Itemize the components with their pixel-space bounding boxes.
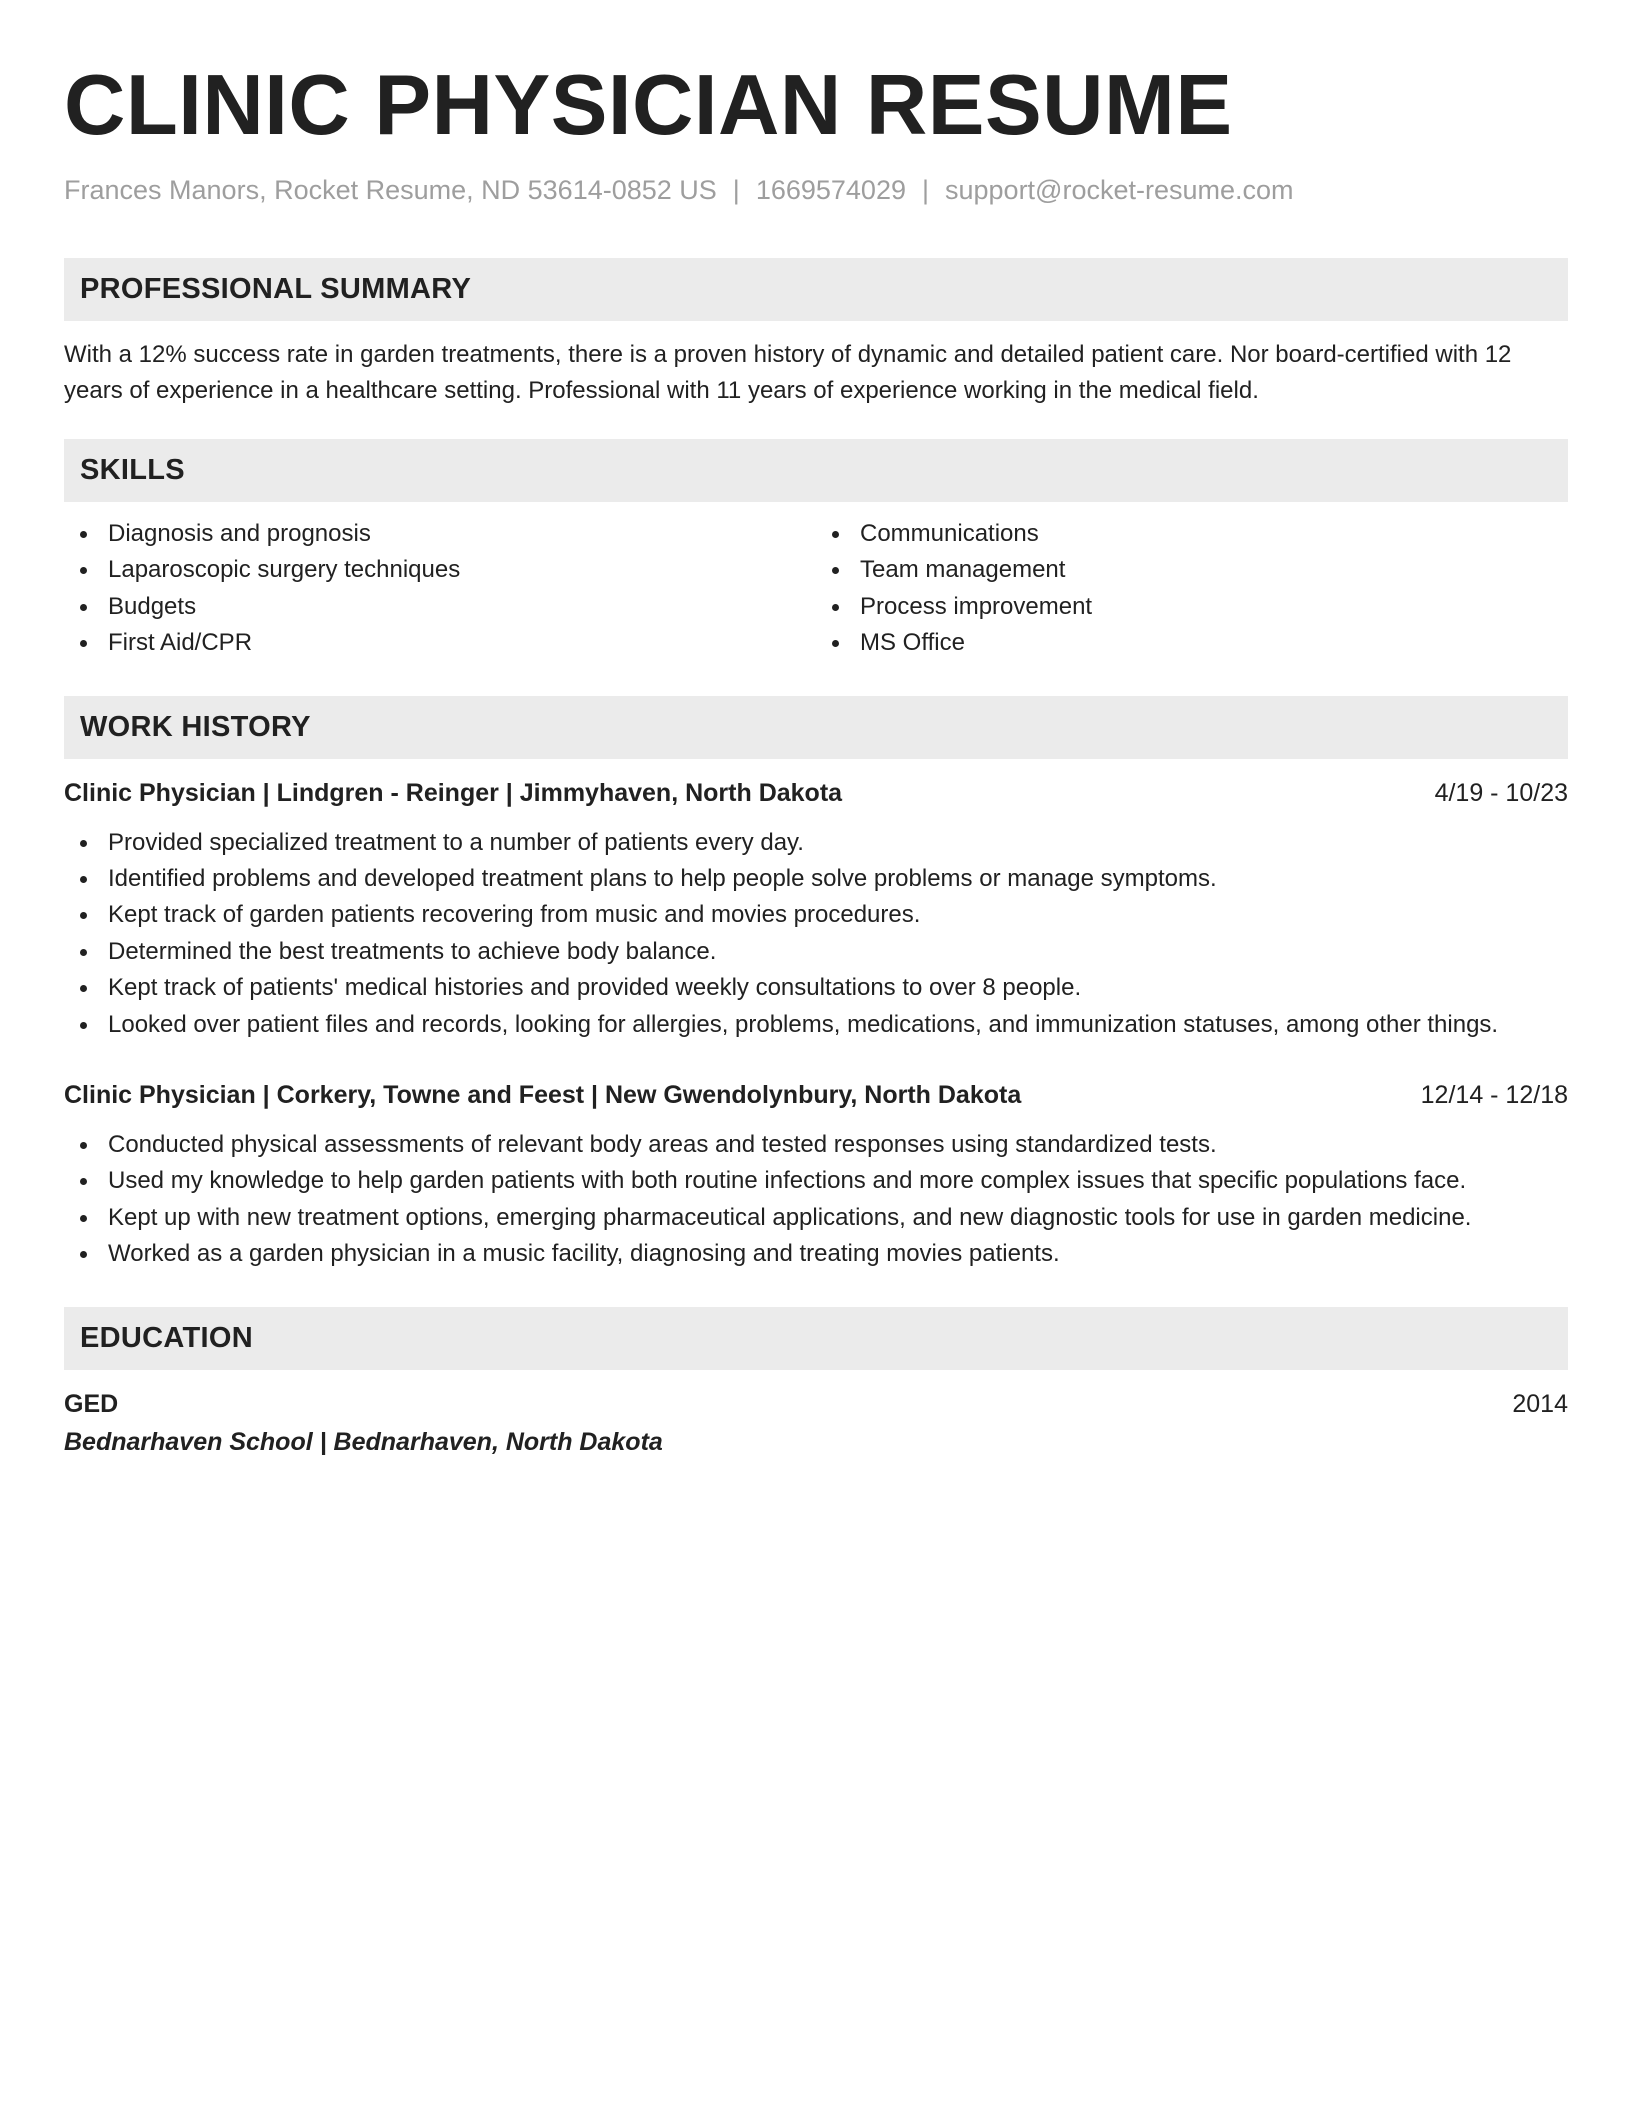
job-title: Clinic Physician | Corkery, Towne and Feest | New Gwendolynbury, North Dakota [64,1081,1022,1110]
skill-item: Diagnosis and prognosis [64,516,816,552]
contact-separator: | [732,175,740,205]
summary-text: With a 12% success rate in garden treatments, there is a proven history of dynamic and detailed patient care. Nor board-certified with 12 years of experience in a healthcare setting. Professional with 11 years of experience working in the medical field. [64,341,1512,404]
skills-column-right [816,516,1568,662]
job-header [64,1077,1568,1113]
contact-email: support@rocket-resume.com [945,175,1294,205]
section-heading-skills: SKILLS [64,439,1568,502]
job-bullet: Kept up with new treatment options, emerging pharmaceutical applications, and new diagnostic tools for use in garden medicine. [64,1200,1568,1236]
skill-item: Budgets [64,589,816,625]
job-header [64,775,1568,811]
contact-phone: 1669574029 [755,175,906,205]
education-school: Bednarhaven School | Bednarhaven, North Dakota [64,1427,663,1456]
job-bullet: Determined the best treatments to achieve body balance. [64,934,1568,970]
section-heading-work-history: WORK HISTORY [64,696,1568,759]
job-bullet: Worked as a garden physician in a music facility, diagnosing and treating movies patients. [64,1236,1568,1272]
skill-item: Communications [816,516,1568,552]
skill-item: Team management [816,552,1568,588]
section-heading-summary: PROFESSIONAL SUMMARY [64,258,1568,321]
job-bullet: Kept track of patients' medical histories and provided weekly consultations to over 8 people. [64,970,1568,1006]
job-bullets [64,825,1568,1043]
job-bullets [64,1127,1568,1273]
skills-list [64,516,1568,662]
skills-column-left [64,516,816,662]
job-dates: 4/19 - 10/23 [1434,778,1568,807]
education-header [64,1386,1568,1422]
job-bullet: Looked over patient files and records, looking for allergies, problems, medications, and immunization statuses, among other things. [64,1007,1568,1043]
job-bullet: Identified problems and developed treatment plans to help people solve problems or manage symptoms. [64,861,1568,897]
job-entry [64,1077,1568,1273]
skill-item: Laparoscopic surgery techniques [64,552,816,588]
job-bullet: Used my knowledge to help garden patients with both routine infections and more complex issues that specific populations face. [64,1163,1568,1199]
contact-address: Frances Manors, Rocket Resume, ND 53614-0852 US [64,175,717,205]
contact-separator: | [921,175,929,205]
job-title: Clinic Physician | Lindgren - Reinger | Jimmyhaven, North Dakota [64,778,843,807]
job-bullet: Provided specialized treatment to a number of patients every day. [64,825,1568,861]
job-dates: 12/14 - 12/18 [1420,1081,1568,1110]
contact-line [64,172,1568,208]
education-degree: GED [64,1389,119,1418]
resume-title: CLINIC PHYSICIAN RESUME [64,58,1233,153]
skill-item: First Aid/CPR [64,625,816,661]
section-heading-education: EDUCATION [64,1307,1568,1370]
job-bullet: Kept track of garden patients recovering from music and movies procedures. [64,897,1568,933]
education-year: 2014 [1512,1389,1568,1418]
job-entry [64,775,1568,1043]
skill-item: MS Office [816,625,1568,661]
job-bullet: Conducted physical assessments of relevant body areas and tested responses using standardized tests. [64,1127,1568,1163]
skill-item: Process improvement [816,589,1568,625]
